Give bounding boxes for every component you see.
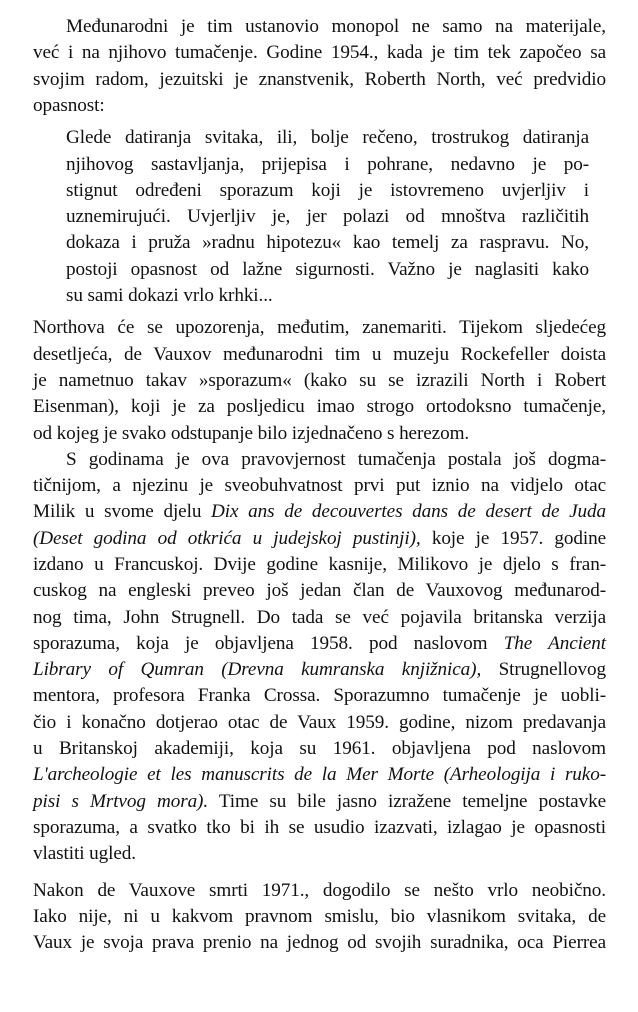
text-line: nog tima, John Strugnell. Do tada se već pojavila britanska verzija	[33, 607, 606, 628]
text-line: čio i konačno dotjerao otac de Vaux 1959. godine, nizom predavanja	[33, 712, 606, 733]
quote-line: su sami dokazi vrlo krhki...	[66, 285, 273, 306]
book-title-italic: The Ancient	[503, 633, 607, 654]
text-line	[33, 789, 606, 815]
quote-line: Glede datiranja svitaka, ili, bolje rečeno, trostrukog datiranja	[66, 127, 589, 148]
quote-line: njihovog sastavljanja, prijepisa i pohrane, nedavno je po-	[66, 154, 589, 175]
text-line: od kojeg je svako odstupanje bilo izjednačeno s herezom.	[33, 423, 470, 444]
book-title-italic: Library of Qumran (Drevna kumranska knjižnica),	[33, 659, 482, 680]
text-span: Strugnellovog	[481, 659, 606, 680]
text-line	[33, 657, 606, 683]
text-line: mentora, profesora Franka Crossa. Sporazumno tumačenje je uobli-	[33, 685, 606, 706]
text-line: u Britanskoj akademiji, koja su 1961. objavljena pod naslovom	[33, 738, 606, 759]
text-line: opasnost:	[33, 95, 105, 116]
text-line	[33, 526, 606, 552]
text-line: sporazuma, a svatko tko bi ih se usudio izazvati, izlagao je opasnosti	[33, 817, 606, 838]
text-line: Northova će se upozorenja, međutim, zanemariti. Tijekom sljedećeg	[33, 317, 606, 338]
text-line	[33, 499, 606, 525]
quote-line: stignut određeni sporazum koji je istovremeno uvjerljiv i	[66, 180, 589, 201]
text-line: svojim radom, jezuitski je znanstvenik, Roberth North, već predvidio	[33, 69, 606, 90]
text-line: već i na njihovo tumačenje. Godine 1954., kada je tim tek započeo sa	[33, 42, 606, 63]
text-line: desetljeća, de Vauxov međunarodni tim u muzeju Rockefeller doista	[33, 344, 606, 365]
text-line: Nakon de Vauxove smrti 1971., dogodilo se nešto vrlo neobično.	[33, 880, 606, 901]
text-line: Eisenman), koji je za posljedicu imao strogo ortodoksno tumačenje,	[33, 396, 606, 417]
text-line: S godinama je ova pravovjernost tumačenja postala još dogma-	[66, 449, 606, 470]
book-title-italic: (Deset godina od otkrića u judejskoj pustinji),	[33, 528, 421, 549]
quote-line: uznemirujući. Uvjerljiv je, jer polazi od mnoštva različitih	[66, 206, 589, 227]
text-line: Iako nije, ni u kakvom pravnom smislu, bio vlasnikom svitaka, de	[33, 906, 606, 927]
book-title-italic-line: L'archeologie et les manuscrits de la Mer Morte (Arheologija i ruko-	[33, 764, 606, 785]
quote-line: postoji opasnost od lažne sigurnosti. Važno je naglasiti kako	[66, 259, 589, 280]
book-title-italic: pisi s Mrtvog mora).	[33, 791, 209, 812]
text-line: Međunarodni je tim ustanovio monopol ne samo na materijale,	[66, 16, 606, 37]
text-span: Time su bile jasno izražene temeljne postavke	[208, 791, 607, 812]
text-line: Vaux je svoja prava prenio na jednog od svojih suradnika, oca Pierrea	[33, 932, 606, 953]
text-line: tičnijom, a njezinu je sveobuhvatnost prvi put iznio na vidjelo otac	[33, 475, 606, 496]
text-span: koje je 1957. godine	[420, 528, 606, 549]
text-line: je nametnuo takav »sporazum« (kako su se izrazili North i Robert	[33, 370, 606, 391]
text-line: vlastiti ugled.	[33, 843, 136, 864]
text-line: cuskog na engleski preveo još jedan član de Vauxovog međunarod-	[33, 580, 606, 601]
book-title-italic: Dix ans de decouvertes dans de desert de Juda	[211, 501, 606, 522]
text-line: izdano u Francuskoj. Dvije godine kasnije, Milikovo je djelo s fran-	[33, 554, 606, 575]
text-span: sporazuma, koja je objavljena 1958. pod naslovom	[33, 633, 504, 654]
text-line	[33, 631, 606, 657]
quote-line: dokaza i pruža »radnu hipotezu« kao temelj za raspravu. No,	[66, 232, 589, 253]
text-span: Milik u svome djelu	[33, 501, 212, 522]
